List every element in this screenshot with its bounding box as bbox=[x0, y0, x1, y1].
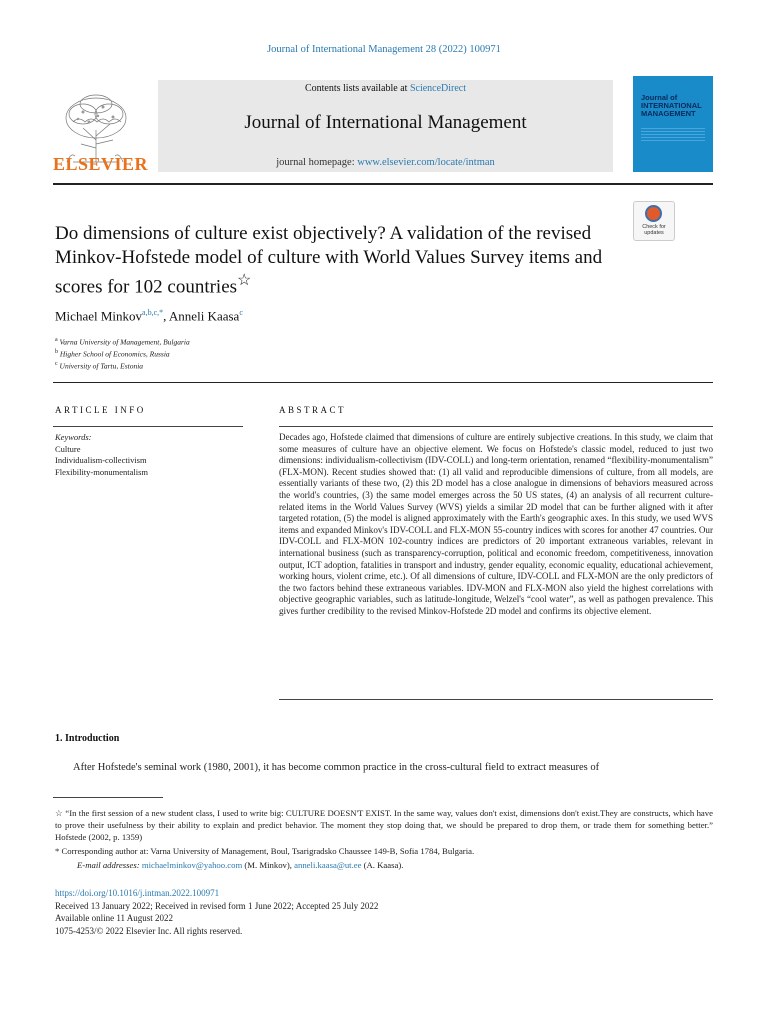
author-list: Michael Minkov$^{a,b,c,*}$, Anneli Kaasa$^c$ bbox=[55, 308, 243, 324]
keyword: Culture bbox=[55, 443, 81, 454]
contents-available-line bbox=[158, 83, 613, 94]
affiliation-mark: c bbox=[55, 361, 58, 367]
check-for-updates-button[interactable] bbox=[633, 201, 675, 241]
journal-reference-link[interactable]: Journal of International Management 28 (2022) 100971 bbox=[267, 44, 501, 55]
publication-info bbox=[55, 887, 378, 937]
affiliation-text: University of Tartu, Estonia bbox=[59, 361, 144, 371]
footnote-emails bbox=[55, 859, 713, 871]
affiliation bbox=[55, 337, 190, 347]
available-online-date: Available online 11 August 2022 bbox=[55, 913, 173, 923]
author-name[interactable]: Michael Minkov bbox=[55, 308, 143, 324]
section-divider bbox=[53, 382, 713, 383]
affiliation bbox=[55, 361, 143, 371]
introduction-heading: 1. Introduction bbox=[55, 733, 120, 744]
affiliation-text: Varna University of Management, Bulgaria bbox=[59, 337, 190, 347]
email-label: E-mail addresses: bbox=[77, 860, 142, 870]
header-divider bbox=[53, 183, 713, 185]
sciencedirect-link[interactable]: ScienceDirect bbox=[409, 83, 467, 94]
keyword: Flexibility-monumentalism bbox=[55, 466, 149, 477]
copyright-line: 1075-4253/© 2022 Elsevier Inc. All rights reserved. bbox=[55, 925, 243, 936]
paper-title bbox=[55, 222, 615, 299]
footnote-quote: ☆ “In the first session of a new student class, I used to write big: CULTURE DOESN'T EXIST. In the same way, values don't exist, dimensions don't exist.They are constructs, which have to prove their usefulness by their ability to explain and predict behavior. The moment they stop doing that, we should be prepared to drop them, or trade them for something better.” Hofstede (2002, p. 1359) bbox=[55, 808, 713, 842]
email-link[interactable]: anneli.kaasa@ut.ee bbox=[294, 860, 362, 870]
article-info-divider bbox=[53, 426, 243, 427]
paper-title-text: Do dimensions of culture exist objectively? A validation of the revised Minkov-Hofstede model of culture with World Values Survey items and scores for 102 countries bbox=[55, 223, 603, 298]
keywords-label: Keywords: bbox=[55, 432, 92, 442]
homepage-prefix: journal homepage: bbox=[276, 157, 358, 168]
email-link[interactable]: michaelminkov@yahoo.com bbox=[141, 860, 243, 870]
journal-title: Journal of International Management bbox=[244, 112, 527, 133]
cover-decoration bbox=[641, 128, 705, 142]
check-updates-icon bbox=[645, 205, 662, 222]
author-affiliation-marks[interactable]: a,b,c,* bbox=[142, 308, 164, 317]
contents-prefix: Contents lists available at bbox=[304, 83, 410, 94]
article-info-heading: ARTICLE INFO bbox=[55, 405, 146, 415]
footnote-corresponding-author: * Corresponding author at: Varna University of Management, Boul, Tsarigradsko Chaussee 149-B, Sofia 1784, Bulgaria. bbox=[55, 846, 475, 856]
email-owner: (M. Minkov), bbox=[242, 860, 295, 870]
author-name[interactable]: Anneli Kaasa bbox=[168, 308, 240, 324]
footnote-divider bbox=[53, 797, 163, 798]
author-affiliation-marks[interactable]: c bbox=[239, 308, 243, 317]
journal-homepage-link[interactable]: www.elsevier.com/locate/intman bbox=[357, 157, 495, 168]
affiliation-mark: a bbox=[55, 337, 58, 343]
email-owner: (A. Kaasa). bbox=[361, 860, 404, 870]
title-footnote-mark[interactable]: ☆ bbox=[237, 272, 252, 289]
affiliation-text: Higher School of Economics, Russia bbox=[59, 349, 170, 359]
check-updates-label: Check for updates bbox=[642, 224, 666, 236]
doi-link[interactable]: https://doi.org/10.1016/j.intman.2022.100971 bbox=[55, 888, 220, 898]
abstract-divider bbox=[279, 426, 713, 427]
received-dates: Received 13 January 2022; Received in revised form 1 June 2022; Accepted 25 July 2022 bbox=[55, 900, 379, 911]
keywords-block bbox=[55, 432, 148, 478]
journal-homepage-line bbox=[158, 157, 613, 168]
keyword: Individualism-collectivism bbox=[55, 455, 147, 465]
introduction-text: After Hofstede's seminal work (1980, 2001), it has become common practice in the cross-cultural field to extract measures of bbox=[73, 762, 600, 773]
journal-cover-image[interactable] bbox=[633, 76, 713, 172]
abstract-bottom-divider bbox=[279, 699, 713, 700]
cover-title: Journal of INTERNATIONAL MANAGEMENT bbox=[641, 93, 702, 118]
elsevier-wordmark: ELSEVIER bbox=[53, 154, 149, 174]
affiliation-mark: b bbox=[55, 349, 58, 355]
abstract-text: Decades ago, Hofstede claimed that dimensions of culture are entirely subjective creations. In this study, we claim that some measures of culture have an objective element. We focus on Hofstede's classic model, reduced to just two dimensions: individualism-collectivism (IDV-COLL) and long-term orientation, renamed “flexibility-monumentalism” (FLX-MON). Recent studies showed that: (1) all valid and reproducible dimensions of culture, from all models, are essentially variants of these two, (2) this 2D model has a close analogue in dimensions of behaviors measured across the world's countries, (3) the same model emerges across the 50 US states, (4) an analysis of all recurrent culture-related items in the World Values Survey (WVS) yields a similar 2D model that can be further aligned with it after targeted rotation, (5) the model is aligned approximately with the Earth's geographic axes. In this study, we used WVS items and expanded Minkov's IDV-COLL and FLX-MON 55-country indices with scores for another 47 countries. Our IDV-COLL and FLX-MON 102-country indices are predictors of 20 important extraneous variables, relevant in international business (such as transparency-corruption, political and economic freedom, competitiveness, innovation output, ICT adoption, fatalities in transport and industry, gender equality, economic equality, educational achievement, working hours, violent crime, etc.). Of all dimensions of culture, IDV-COLL and FLX-MON are the only predictors of the two factors behind these extraneous variables. IDV-MON and FLX-MON also yield the highest correlations with objective geographic variables, such as latitude-longitude, Welzel's “cool water”, as well as pathogen prevalence. This gives further credibility to the revised Minkov-Hofstede 2D model and confirms its objective element. bbox=[279, 432, 713, 616]
footnotes bbox=[55, 807, 713, 873]
abstract-heading: ABSTRACT bbox=[279, 405, 347, 415]
affiliation bbox=[55, 349, 170, 359]
